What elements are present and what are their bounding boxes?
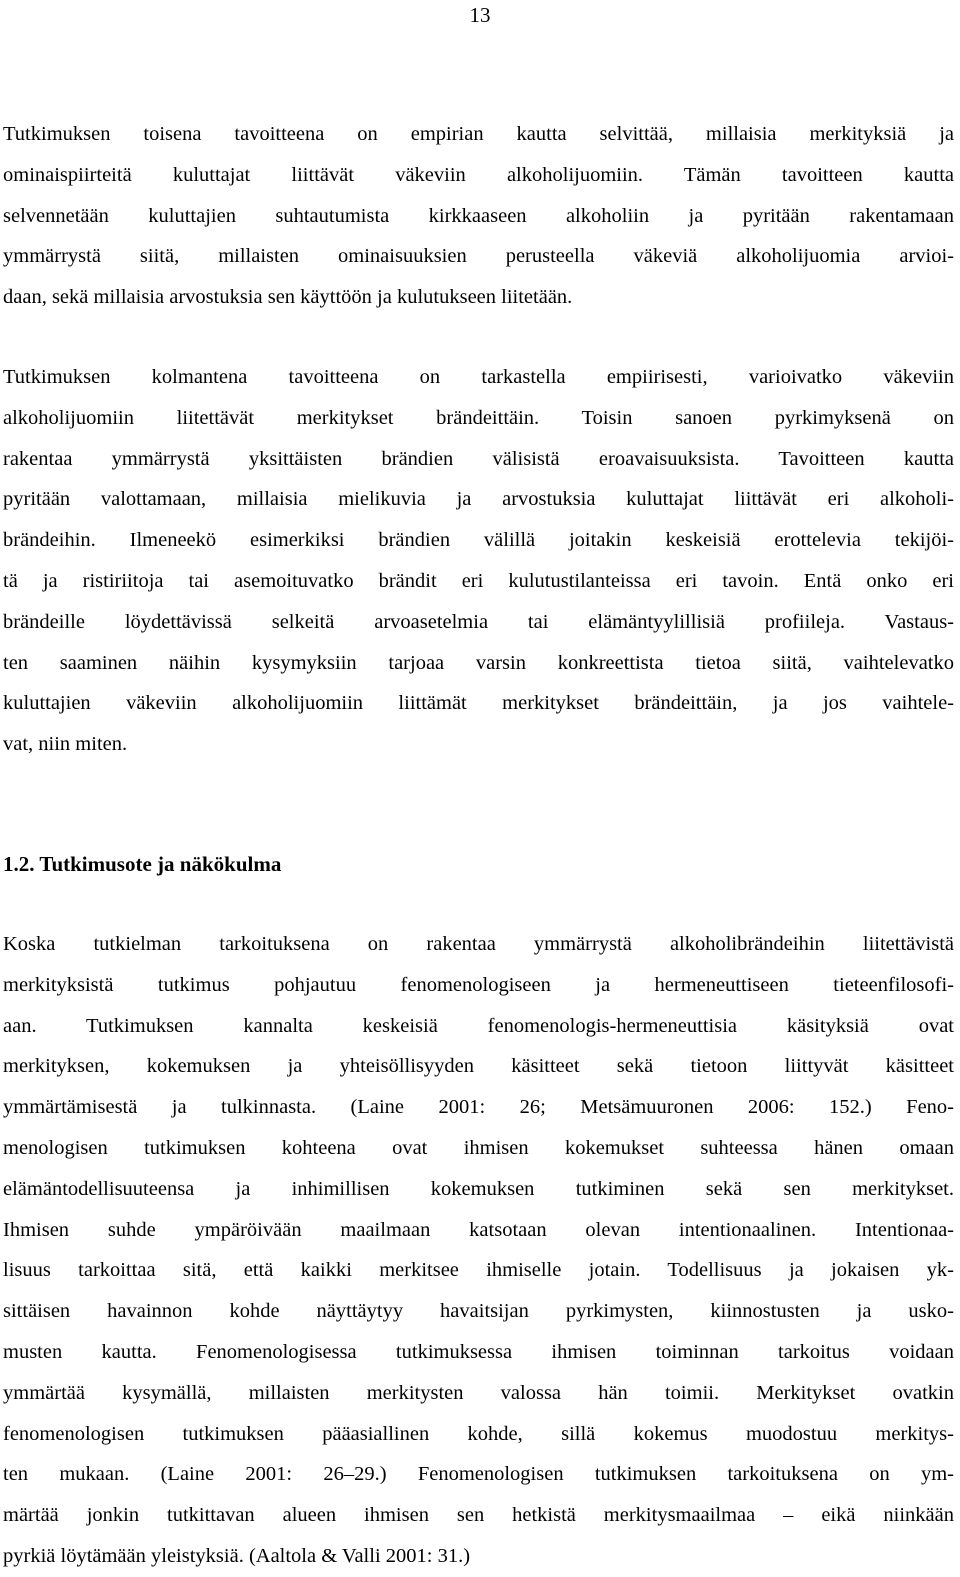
- text-line: ymmärtää kysymällä, millaisten merkitysten valossa hän toimii. Merkitykset ovatkin: [3, 1381, 954, 1404]
- text-line: ten mukaan. (Laine 2001: 26–29.) Fenomenologisen tutkimuksen tarkoituksena on ym-: [3, 1463, 954, 1486]
- section-heading: 1.2. Tutkimusote ja näkökulma: [3, 852, 282, 876]
- text-line: Tutkimuksen toisena tavoitteena on empirian kautta selvittää, millaisia merkityksiä ja: [3, 123, 954, 145]
- text-line: alkoholijuomiin liitettävät merkitykset brändeittäin. Toisin sanoen pyrkimyksenä on: [3, 406, 954, 429]
- text-line: ten saaminen näihin kysymyksiin tarjoaa varsin konkreettista tietoa siitä, vaihtelevatko: [3, 651, 954, 674]
- text-line: menologisen tutkimuksen kohteena ovat ihmisen kokemukset suhteessa hänen omaan: [3, 1136, 954, 1159]
- text-line: merkityksen, kokemuksen ja yhteisöllisyyden käsitteet sekä tietoon liittyvät käsitteet: [3, 1055, 954, 1078]
- text-line: sittäisen havainnon kohde näyttäytyy havaitsijan pyrkimysten, kiinnostusten ja usko-: [3, 1300, 954, 1323]
- text-line: Ihmisen suhde ympäröivään maailmaan katsotaan olevan intentionaalinen. Intentionaa-: [3, 1218, 954, 1241]
- text-line: lisuus tarkoittaa sitä, että kaikki merkitsee ihmiselle jotain. Todellisuus ja jokaisen yk-: [3, 1259, 954, 1282]
- paragraph-research-goal-2: [3, 114, 954, 318]
- text-line: aan. Tutkimuksen kannalta keskeisiä fenomenologis-hermeneuttisia käsityksiä ovat: [3, 1014, 954, 1037]
- text-line: Koska tutkielman tarkoituksena on rakentaa ymmärrystä alkoholibrändeihin liitettävistä: [3, 933, 954, 955]
- text-line: vat, niin miten.: [3, 733, 128, 756]
- page-number: 13: [469, 3, 491, 27]
- text-line: merkityksistä tutkimus pohjautuu fenomenologiseen ja hermeneuttiseen tieteenfilosofi-: [3, 973, 954, 996]
- text-line: fenomenologisen tutkimuksen pääasiallinen kohde, sillä kokemus muodostuu merkitys-: [3, 1422, 954, 1445]
- text-line: tä ja ristiriitoja tai asemoituvatko brändit eri kulutustilanteissa eri tavoin. Entä onko eri: [3, 569, 954, 592]
- paragraph-research-approach: [3, 924, 954, 1577]
- text-line: kuluttajien väkeviin alkoholijuomiin liittämät merkitykset brändeittäin, ja jos vaihtele-: [3, 692, 954, 715]
- text-line: ymmärrystä siitä, millaisten ominaisuuksien perusteella väkeviä alkoholijuomia arvioi-: [3, 245, 954, 268]
- text-line: elämäntodellisuuteensa ja inhimillisen kokemuksen tutkiminen sekä sen merkitykset.: [3, 1177, 954, 1200]
- text-line: daan, sekä millaisia arvostuksia sen käyttöön ja kulutukseen liitetään.: [3, 286, 573, 309]
- text-line: pyritään valottamaan, millaisia mielikuvia ja arvostuksia kuluttajat liittävät eri alkoholi-: [3, 488, 954, 511]
- text-line: musten kautta. Fenomenologisessa tutkimuksessa ihmisen toiminnan tarkoitus voidaan: [3, 1340, 954, 1363]
- text-line: Tutkimuksen kolmantena tavoitteena on tarkastella empiirisesti, varioivatko väkeviin: [3, 366, 954, 388]
- text-line: ominaispiirteitä kuluttajat liittävät väkeviin alkoholijuomiin. Tämän tavoitteen kautta: [3, 163, 954, 186]
- text-line: brändeihin. Ilmeneekö esimerkiksi brändien välillä joitakin keskeisiä erottelevia tekijöi-: [3, 529, 954, 552]
- text-line: ymmärtämisestä ja tulkinnasta. (Laine 2001: 26; Metsämuuronen 2006: 152.) Feno-: [3, 1096, 954, 1119]
- text-line: märtää jonkin tutkittavan alueen ihmisen sen hetkistä merkitysmaailmaa – eikä niinkään: [3, 1504, 954, 1527]
- text-line: selvennetään kuluttajien suhtautumista kirkkaaseen alkoholiin ja pyritään rakentamaan: [3, 204, 954, 227]
- paragraph-research-goal-3: [3, 357, 954, 765]
- text-line: brändeille löydettävissä selkeitä arvoasetelmia tai elämäntyylillisiä profiileja. Vastaus-: [3, 610, 954, 633]
- text-line: rakentaa ymmärrystä yksittäisten brändien välisistä eroavaisuuksista. Tavoitteen kautta: [3, 447, 954, 470]
- text-line: pyrkiä löytämään yleistyksiä. (Aaltola & Valli 2001: 31.): [3, 1544, 471, 1567]
